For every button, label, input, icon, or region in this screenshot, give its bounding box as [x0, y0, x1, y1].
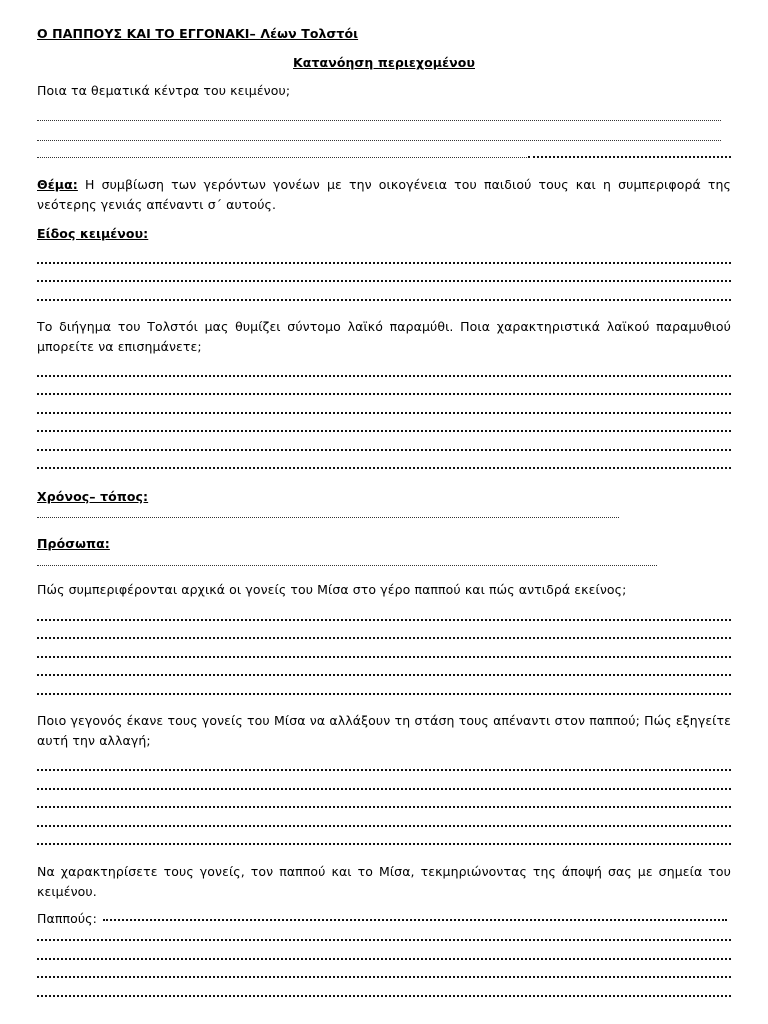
answer-line	[37, 976, 731, 978]
answer-line	[37, 619, 731, 621]
theme-paragraph	[37, 175, 731, 215]
document-title: Ο ΠΑΠΠΟΥΣ ΚΑΙ ΤΟ ΕΓΓΟΝΑΚΙ– Λέων Τολστόι	[37, 26, 359, 41]
question-folk-tale: Το διήγημα του Τολστόι μας θυμίζει σύντομο λαϊκό παραμύθι. Ποια χαρακτηριστικά λαϊκού παραμυθιού μπορείτε να επισημάνετε;	[37, 319, 731, 354]
question-parents-behavior: Πώς συμπεριφέρονται αρχικά οι γονείς του Μίσα στο γέρο παππού και πώς αντιδρά εκείνος;	[37, 582, 627, 597]
question-event: Ποιο γεγονός έκανε τους γονείς του Μίσα να αλλάξουν τη στάση τους απέναντι στον παππού; Πώς εξηγείτε αυτή την αλλαγή;	[37, 713, 731, 748]
answer-line	[37, 565, 657, 566]
answer-line	[37, 769, 731, 771]
time-place-label: Χρόνος– τόπος:	[37, 489, 149, 504]
answer-line	[37, 430, 731, 432]
answer-line	[37, 656, 731, 658]
question-themes: Ποια τα θεματικά κέντρα του κειμένου;	[37, 83, 291, 98]
answer-line	[37, 120, 721, 121]
answer-line	[37, 806, 731, 808]
section-heading: Κατανόηση περιεχομένου	[293, 55, 475, 70]
answer-line	[37, 788, 731, 790]
answer-line	[37, 375, 731, 377]
theme-text: Η συμβίωση των γερόντων γονέων με την οικογένεια του παιδιού τους και η συμπεριφορά της νεότερης γενιάς απέναντι σ΄ αυτούς.	[37, 177, 731, 212]
question-characterize: Να χαρακτηρίσετε τους γονείς, τον παππού και το Μίσα, τεκμηριώνοντας της άποψή σας με σημεία του κειμένου.	[37, 864, 731, 899]
answer-line	[37, 674, 731, 676]
answer-line	[37, 299, 731, 301]
answer-line	[37, 467, 731, 469]
answer-line	[37, 693, 731, 695]
answer-line	[37, 140, 721, 141]
answer-line	[37, 637, 731, 639]
answer-line	[37, 939, 731, 941]
answer-line	[37, 157, 527, 158]
genre-label: Είδος κειμένου:	[37, 226, 149, 241]
answer-line	[37, 843, 731, 845]
answer-line	[37, 262, 731, 264]
answer-line	[528, 156, 731, 158]
answer-line	[37, 517, 619, 518]
answer-line	[37, 825, 731, 827]
grandfather-label: Παππούς:	[37, 911, 97, 926]
answer-line	[103, 919, 727, 921]
answer-line	[37, 412, 731, 414]
answer-line	[37, 958, 731, 960]
answer-line	[37, 995, 731, 997]
persons-label: Πρόσωπα:	[37, 536, 110, 551]
theme-label: Θέμα:	[37, 177, 78, 192]
answer-line	[37, 449, 731, 451]
answer-line	[37, 393, 731, 395]
answer-line	[37, 280, 731, 282]
